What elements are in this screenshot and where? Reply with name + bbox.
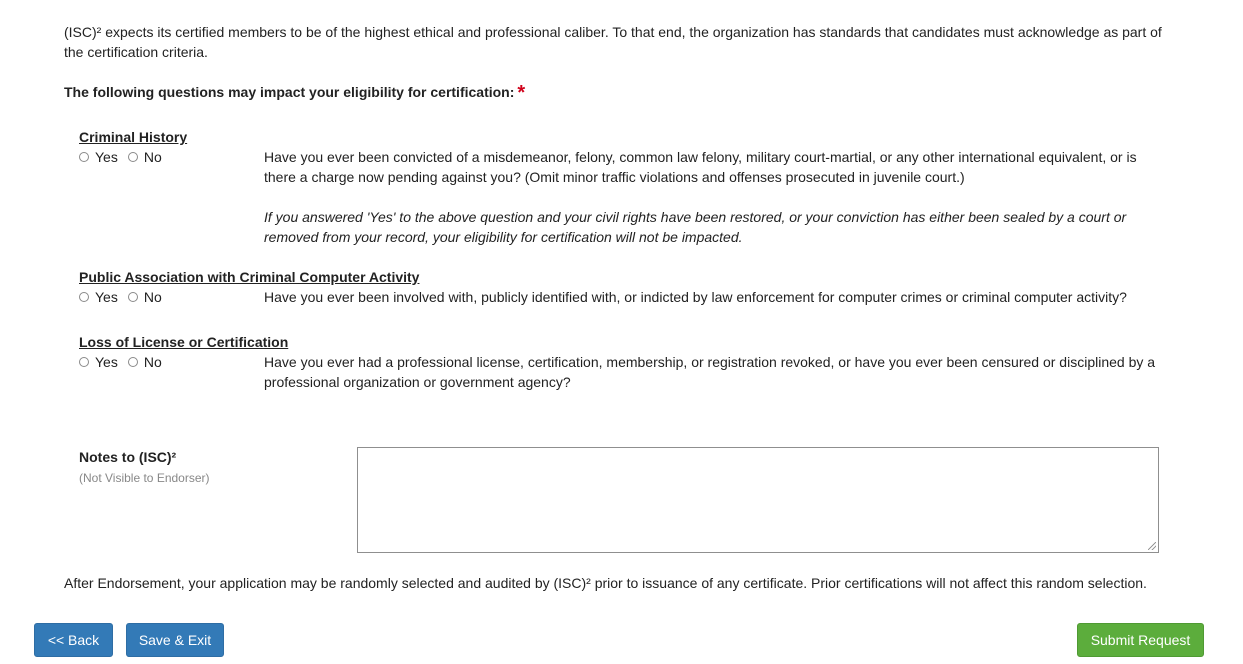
- question-text-criminal-history: Have you ever been convicted of a misdemeanor, felony, common law felony, military court-martial, or any other international equivalent, or is there a charge now pending against you? (Omit minor traffic violations and offenses prosecuted in juvenile court.): [264, 149, 1137, 185]
- audit-notice: After Endorsement, your application may be randomly selected and audited by (ISC)² prior to issuance of any certificate. Prior certifications will not affect this random selection.: [64, 575, 1147, 591]
- save-exit-button[interactable]: Save & Exit: [126, 623, 224, 657]
- radio-label-yes: Yes: [95, 289, 118, 305]
- radio-label-no: No: [143, 149, 162, 165]
- radio-yes-criminal-history[interactable]: [79, 152, 89, 162]
- eligibility-heading: [64, 82, 525, 103]
- question-title-criminal-history: Criminal History: [79, 129, 188, 145]
- question-text-public-association: Have you ever been involved with, publicly identified with, or indicted by law enforcement for computer crimes or criminal computer activity?: [264, 289, 1127, 305]
- back-button[interactable]: << Back: [34, 623, 113, 657]
- eligibility-heading-text: The following questions may impact your eligibility for certification:: [64, 84, 515, 100]
- radio-yes-loss-of-license[interactable]: [79, 357, 89, 367]
- radio-group-loss-of-license: [79, 352, 172, 372]
- radio-no-criminal-history[interactable]: [128, 152, 138, 162]
- notes-textarea[interactable]: [357, 447, 1159, 553]
- question-note-criminal-history: If you answered 'Yes' to the above question and your civil rights have been restored, or your conviction has either been sealed by a court or removed from your record, your eligibility for certification will not be impacted.: [264, 209, 1127, 245]
- radio-yes-public-association[interactable]: [79, 292, 89, 302]
- question-text-loss-of-license: Have you ever had a professional license, certification, membership, or registration revoked, or have you ever been censured or disciplined by a professional organization or government agency?: [264, 354, 1156, 390]
- radio-label-yes: Yes: [95, 354, 118, 370]
- question-title-loss-of-license: Loss of License or Certification: [79, 334, 289, 350]
- resize-grip-icon[interactable]: [1148, 542, 1156, 550]
- radio-label-no: No: [143, 289, 162, 305]
- notes-sublabel: (Not Visible to Endorser): [79, 471, 210, 485]
- radio-no-public-association[interactable]: [128, 292, 138, 302]
- radio-label-no: No: [143, 354, 162, 370]
- notes-label: Notes to (ISC)²: [79, 449, 177, 465]
- radio-group-public-association: [79, 287, 172, 307]
- radio-no-loss-of-license[interactable]: [128, 357, 138, 367]
- radio-label-yes: Yes: [95, 149, 118, 165]
- submit-request-button[interactable]: Submit Request: [1077, 623, 1204, 657]
- question-title-public-association: Public Association with Criminal Computer Activity: [79, 269, 420, 285]
- required-marker: *: [517, 82, 526, 104]
- intro-text: (ISC)² expects its certified members to be of the highest ethical and professional caliber. To that end, the organization has standards that candidates must acknowledge as part of the certification criteria.: [64, 24, 1162, 60]
- radio-group-criminal-history: [79, 147, 172, 167]
